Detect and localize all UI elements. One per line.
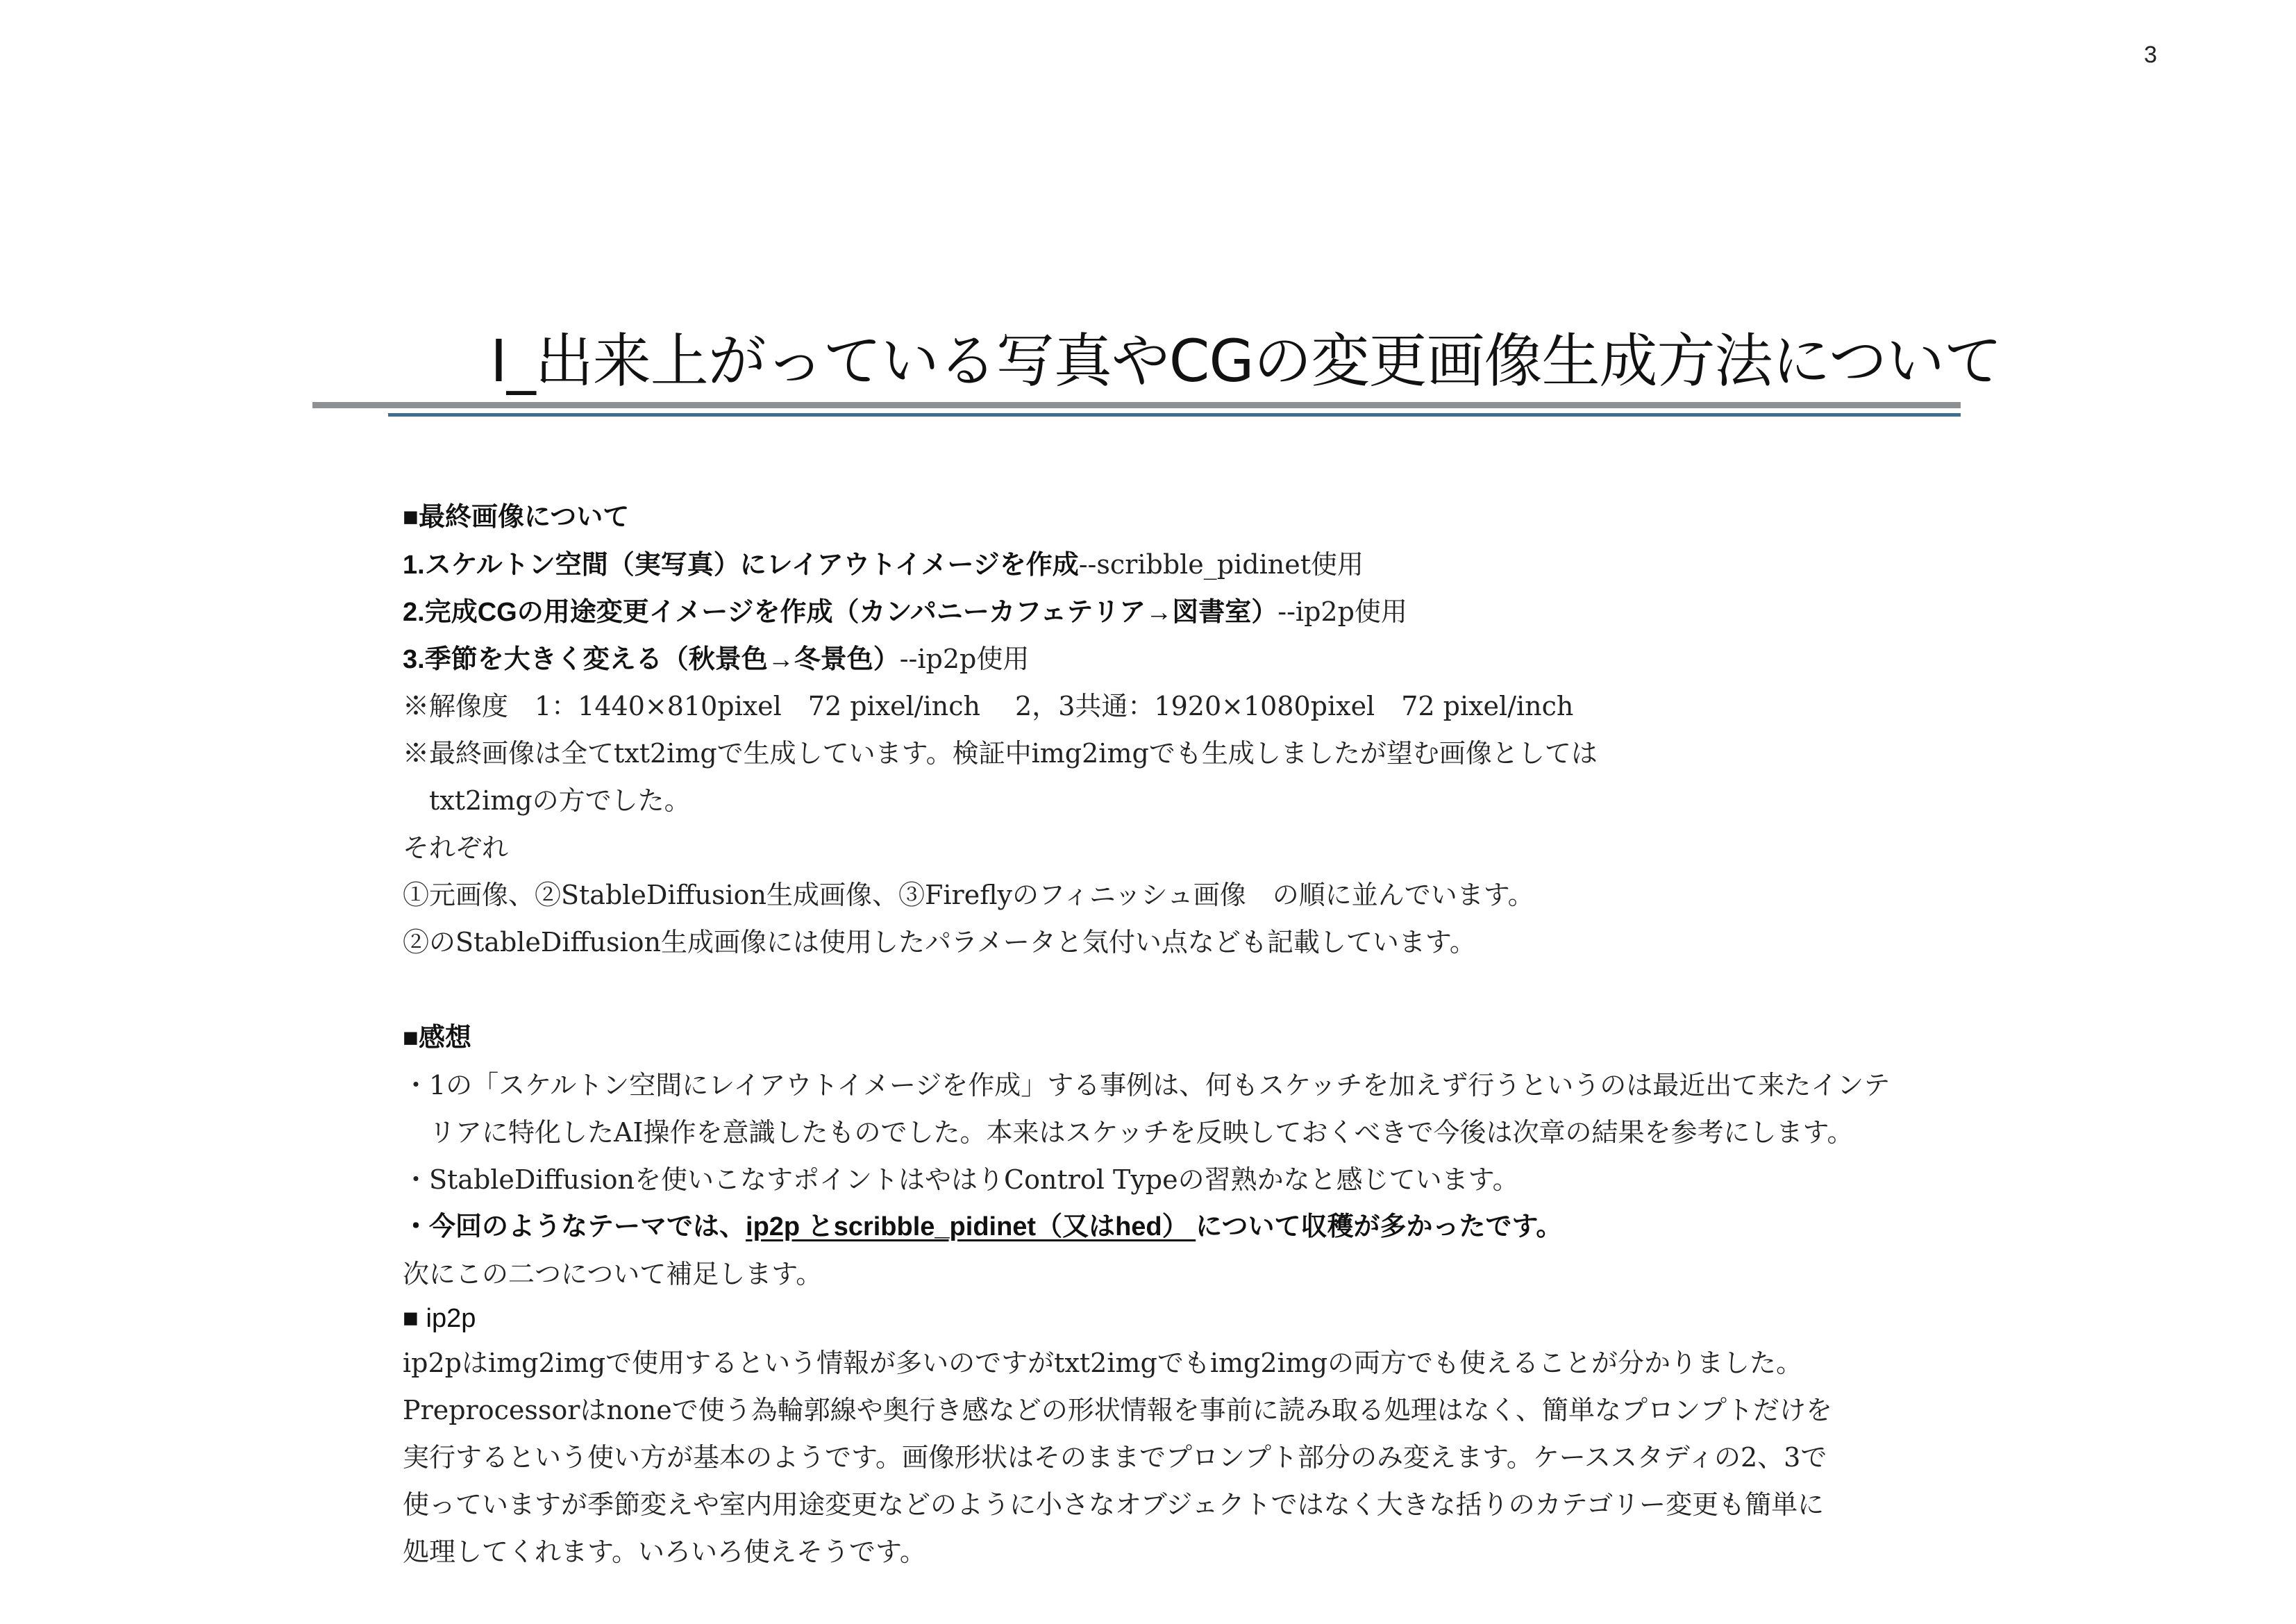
ip2p-heading: ■ ip2p xyxy=(403,1304,476,1333)
item-1-tool: --scribble_pidinet使用 xyxy=(1078,549,1364,580)
title-underline-gray xyxy=(312,402,1961,408)
parameters-note: ②のStableDiffusion生成画像には使用したパラメータと気付い点なども記載しています。 xyxy=(403,927,1476,957)
impression-2: ・StableDiffusionを使いこなすポイントはやはりControl Typeの習熟かなと感じています。 xyxy=(403,1164,1519,1195)
impression-3 xyxy=(403,1211,1562,1243)
image-order-note: ①元画像、②StableDiffusion生成画像、③Fireflyのフィニッシュ画像 の順に並んでいます。 xyxy=(403,880,1534,910)
ip2p-line-1: ip2pはimg2imgで使用するという情報が多いのですがtxt2imgでもimg2imgの両方でも使えることが分かりました。 xyxy=(403,1348,1803,1378)
impression-3-suffix: について収穫が多かったです。 xyxy=(1196,1212,1563,1241)
generation-note-line-2: txt2imgの方でした。 xyxy=(403,785,691,816)
page-number: 3 xyxy=(2144,42,2157,68)
impression-3-highlight: ip2p とscribble_pidinet（又はhed） xyxy=(746,1212,1196,1241)
ip2p-line-2: Preprocessorはnoneで使う為輪郭線や奥行き感などの形状情報を事前に読み取る処理はなく、簡単なプロンプトだけを xyxy=(403,1395,1832,1425)
impression-1-line-1: ・1の「スケルトン空間にレイアウトイメージを作成」する事例は、何もスケッチを加えず行うというのは最近出て来たインテ xyxy=(403,1070,1891,1100)
final-images-item-2 xyxy=(403,596,1407,628)
impressions-heading: ■感想 xyxy=(403,1023,471,1053)
final-images-item-3 xyxy=(403,643,1029,676)
ip2p-line-3: 実行するという使い方が基本のようです。画像形状はそのままでプロンプト部分のみ変えます。ケーススタディの2、3で xyxy=(403,1442,1827,1473)
ip2p-line-4: 使っていますが季節変えや室内用途変更などのように小さなオブジェクトではなく大きな括りのカテゴリー変更も簡単に xyxy=(403,1489,1825,1520)
item-1-title: 1.スケルトン空間（実写真）にレイアウトイメージを作成 xyxy=(403,551,1079,580)
item-3-tool: --ip2p使用 xyxy=(899,644,1030,674)
ip2p-line-5: 処理してくれます。いろいろ使えそうです。 xyxy=(403,1537,926,1567)
item-2-title: 2.完成CGの用途変更イメージを作成（カンパニーカフェテリア→図書室） xyxy=(403,598,1278,627)
impression-1-line-2: リアに特化したAI操作を意識したものでした。本来はスケッチを反映しておくべきで今後は次章の結果を参考にします。 xyxy=(403,1117,1854,1148)
impression-4: 次にこの二つについて補足します。 xyxy=(403,1259,823,1289)
generation-note-line-1: ※最終画像は全てtxt2imgで生成しています。検証中img2imgでも生成しましたが望む画像としては xyxy=(403,738,1598,769)
final-images-heading: ■最終画像について xyxy=(403,503,630,532)
item-3-title: 3.季節を大きく変える（秋景色→冬景色） xyxy=(403,645,900,674)
impression-3-prefix: ・今回のようなテーマでは、 xyxy=(403,1212,746,1241)
item-2-tool: --ip2p使用 xyxy=(1277,596,1407,627)
final-images-item-1 xyxy=(403,549,1364,581)
each-label: それぞれ xyxy=(403,832,509,863)
resolution-note: ※解像度 1：1440×810pixel 72 pixel/inch 2，3共通：1920×1080pixel 72 pixel/inch xyxy=(403,691,1574,721)
page-title: Ⅰ_出来上がっている写真やCGの変更画像生成方法について xyxy=(490,327,2002,395)
title-underline-blue xyxy=(388,413,1961,417)
